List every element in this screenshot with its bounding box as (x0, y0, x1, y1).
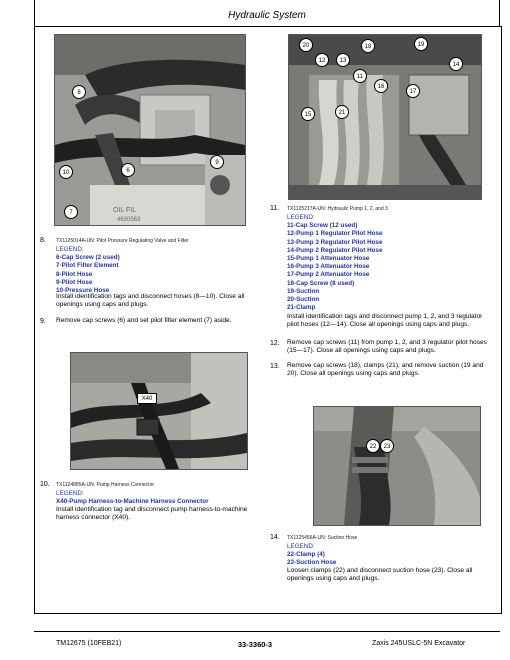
step-11-text: Install identification tags and disconnect pump 1, 2, and 3 regulator pilot hoses (12—14). Close all openings using caps and plugs. (287, 313, 483, 329)
step-11-legend (287, 214, 383, 312)
callout-19: 19 (414, 37, 428, 51)
photo-pump-harness-connector (70, 352, 248, 470)
footer-model: Zaxis 245USLC-5N Excavator (372, 640, 466, 647)
step-14-figure-id: TX1125456A-UN: Suction Hose (287, 535, 358, 541)
callout-18: 18 (361, 39, 375, 53)
photo-suction-hose (313, 406, 481, 526)
legend-item: 15-Pump 1 Attenuator Hose (287, 255, 370, 263)
callout-8: 8 (72, 85, 86, 99)
legend-item: 20-Suction (287, 296, 320, 304)
legend-item: 11-Cap Screw (12 used) (287, 222, 358, 230)
page-title: Hydraulic System (228, 10, 306, 21)
step-10-legend (56, 490, 209, 506)
legend-item: 7-Pilot Filter Element (56, 262, 119, 270)
legend-item: 12-Pump 1 Regulator Pilot Hose (287, 230, 383, 238)
callout-16: 16 (374, 79, 388, 93)
legend-item: 22-Clamp (4) (287, 551, 325, 559)
step-14-number: 14. (270, 534, 280, 541)
legend-item: 23-Suction Hose (287, 559, 337, 567)
photo-label-oil-filter: OIL FIL (113, 207, 137, 214)
legend-item: 19-Suction (287, 287, 320, 295)
legend-item: 14-Pump 2 Regulator Pilot Hose (287, 246, 383, 254)
legend-title: LEGEND: (287, 214, 315, 221)
step-11-figure-id: TX1125217A-UN: Hydraulic Pump 1, 2, and 3 (287, 206, 388, 212)
legend-item: 6-Cap Screw (2 used) (56, 254, 120, 262)
step-8-legend (56, 246, 120, 295)
photo-pilot-pressure-valve (54, 34, 246, 226)
legend-item: 16-Pump 3 Attenuator Hose (287, 263, 370, 271)
step-14-legend (287, 543, 336, 568)
step-13-number: 13. (270, 363, 280, 370)
step-13-text: Remove cap screws (18), clamps (21), and remove suction (19 and 20). Close all openings using caps and plugs. (287, 362, 484, 378)
step-12-text: Remove cap screws (11) from pump 1, 2, and 3 regulator pilot hoses (15—17). Close all openings using caps and plugs. (287, 339, 487, 355)
callout-17: 17 (406, 84, 420, 98)
callout-20: 20 (299, 38, 313, 52)
photo-label-part-no: 4630563 (117, 217, 141, 223)
footer-rule (34, 631, 500, 632)
step-10-number: 10. (40, 481, 50, 488)
step-8-text: Install identification tags and disconnect hoses (8—10). Close all openings using caps and plugs. (56, 293, 245, 309)
callout-14: 14 (449, 57, 463, 71)
step-8-number: 8. (40, 237, 46, 244)
callout-7: 7 (64, 205, 78, 219)
callout-15: 15 (301, 107, 315, 121)
legend-item: 10-Pressure Hose (56, 287, 110, 295)
legend-item: 8-Pilot Hose (56, 270, 93, 278)
legend-item: 13-Pump 3 Regulator Pilot Hose (287, 238, 383, 246)
step-10-text: Install identification tag and disconnect pump harness-to-machine harness connector (X40). (56, 506, 248, 522)
step-9-text: Remove cap screws (6) and set pilot filter element (7) aside. (56, 317, 232, 324)
legend-title: LEGEND: (56, 490, 84, 497)
legend-item: 21-Clamp (287, 304, 316, 312)
callout-22: 22 (366, 439, 380, 453)
step-14-text: Loosen clamps (22) and disconnect suction hose (23). Close all openings using caps and plugs. (287, 567, 473, 583)
step-10-figure-id: TX1124885A-UN: Pump Harness Connector (56, 482, 155, 488)
step-12-number: 12. (270, 340, 280, 347)
legend-item: 9-Pilot Hose (56, 278, 93, 286)
footer-doc-id: TM12675 (10FEB21) (56, 640, 122, 647)
callout-13: 13 (336, 53, 350, 67)
legend-item: 17-Pump 2 Attenuator Hose (287, 271, 370, 279)
callout-9: 9 (210, 155, 224, 169)
callout-21: 21 (335, 105, 349, 119)
step-9-number: 9. (40, 318, 46, 325)
step-11-number: 11. (270, 205, 280, 212)
photo-hydraulic-pumps (288, 34, 482, 200)
legend-item: 18-Cap Screw (8 used) (287, 279, 355, 287)
callout-6: 6 (121, 163, 135, 177)
legend-title: LEGEND: (287, 543, 315, 550)
legend-item: X40-Pump Harness-to-Machine Harness Connector (56, 498, 209, 506)
callout-11: 11 (353, 69, 367, 83)
callout-x40: X40 (137, 393, 157, 404)
callout-10: 10 (59, 165, 73, 179)
legend-title: LEGEND: (56, 246, 84, 253)
footer-page-number: 33-3360-3 (237, 640, 273, 649)
callout-12: 12 (315, 53, 329, 67)
callout-23: 23 (380, 439, 394, 453)
step-8-figure-id: TX1125014A-UN: Pilot Pressure Regulating Valve and Filter (56, 238, 189, 244)
